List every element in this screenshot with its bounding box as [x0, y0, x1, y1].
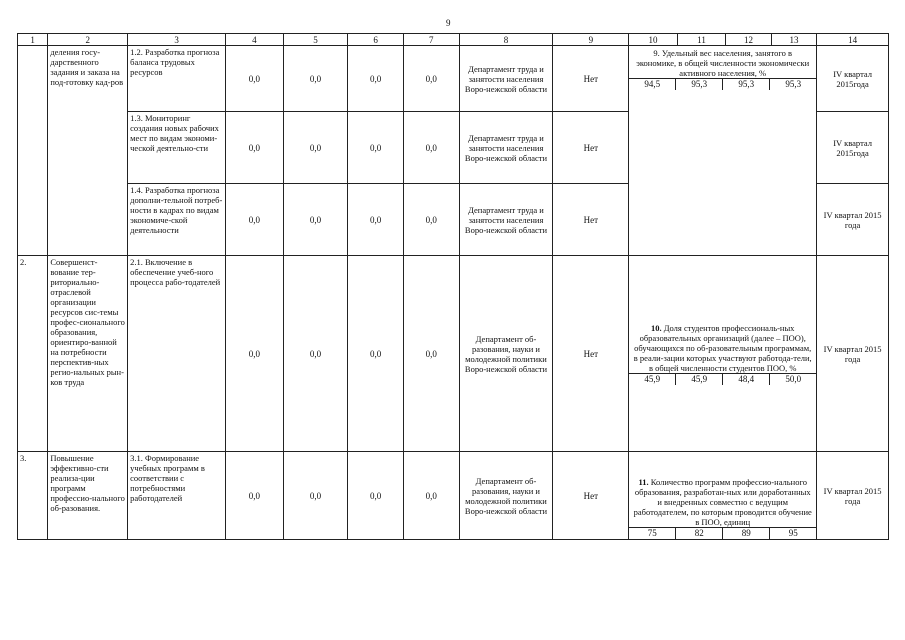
table-row	[18, 452, 889, 540]
row-number: 2.	[18, 256, 48, 452]
term-cell: IV квартал 2015года	[817, 112, 889, 184]
indicator-text: Количество программ профессио-нального образования, разработан-ных или доработанных и внедренных совместно с ведущим работодателем, по которым проводится обучение в ПОО, единиц	[633, 477, 812, 527]
indicator-values	[629, 527, 816, 539]
funding-cell: Нет	[553, 184, 629, 256]
term-cell: IV квартал 2015 года	[817, 452, 889, 540]
indicator-number: 11.	[638, 477, 649, 487]
indicator-title	[631, 46, 814, 78]
value-cell: 0,0	[226, 46, 284, 112]
indicator-number: 9.	[653, 48, 660, 58]
col-header: 3	[128, 34, 226, 46]
task-cell: Повышение эффективно-сти реализа-ции программ профессио-нального об-разования.	[48, 452, 128, 540]
value-cell: 0,0	[348, 256, 404, 452]
value-cell: 0,0	[226, 452, 284, 540]
value-cell: 0,0	[348, 46, 404, 112]
value-cell: 0,0	[403, 46, 459, 112]
executor-cell: Департамент труда и занятости населения Воро-нежской области	[459, 112, 553, 184]
value-cell: 0,0	[403, 184, 459, 256]
value-cell: 0,0	[283, 184, 348, 256]
measure-cell: 1.2. Разработка прогноза баланса трудовых ресурсов	[128, 46, 226, 112]
indicator-value: 95	[769, 528, 816, 539]
value-cell: 0,0	[283, 112, 348, 184]
measure-cell: 1.4. Разработка прогноза дополни-тельной потреб-ности в кадрах по видам экономиче-ской деятельности	[128, 184, 226, 256]
measure-cell: 1.3. Мониторинг создания новых рабочих мест по видам экономи-ческой деятельно-сти	[128, 112, 226, 184]
value-cell: 0,0	[283, 256, 348, 452]
indicator-value: 94,5	[644, 79, 661, 89]
indicator-value: 75	[647, 528, 657, 538]
value-cell: 0,0	[403, 112, 459, 184]
indicator-value: 95,3	[769, 79, 816, 90]
col-header: 10	[629, 34, 678, 46]
indicator-value: 95,3	[675, 79, 722, 90]
indicator-text: Удельный вес населения, занятого в экономике, в общей численности экономически активного населения, %	[636, 48, 810, 78]
executor-cell: Департамент труда и занятости населения Воро-нежской области	[459, 184, 553, 256]
program-table	[17, 33, 889, 540]
col-header: 6	[348, 34, 404, 46]
funding-cell: Нет	[553, 112, 629, 184]
value-cell: 0,0	[348, 184, 404, 256]
table-row	[18, 256, 889, 452]
funding-cell: Нет	[553, 256, 629, 452]
indicator-value: 89	[722, 528, 769, 539]
executor-cell: Департамент труда и занятости населения Воро-нежской области	[459, 46, 553, 112]
col-header: 1	[18, 34, 48, 46]
indicator-cell	[629, 46, 817, 256]
value-cell: 0,0	[348, 452, 404, 540]
value-cell: 0,0	[226, 112, 284, 184]
indicator-number: 10.	[651, 322, 662, 333]
indicator-title	[631, 323, 814, 373]
indicator-value: 82	[675, 528, 722, 539]
indicator-cell	[629, 452, 817, 540]
term-cell: IV квартал 2015 года	[817, 184, 889, 256]
table-row	[18, 46, 889, 112]
col-header: 12	[726, 34, 771, 46]
term-cell: IV квартал 2015года	[817, 46, 889, 112]
value-cell: 0,0	[283, 452, 348, 540]
value-cell: 0,0	[226, 184, 284, 256]
col-header: 11	[677, 34, 726, 46]
indicator-title	[631, 477, 814, 527]
indicator-cell	[629, 256, 817, 452]
indicator-value: 45,9	[644, 373, 661, 384]
executor-cell: Департамент об-разования, науки и молодежной политики Воро-нежской области	[459, 452, 553, 540]
col-header: 9	[553, 34, 629, 46]
col-header: 8	[459, 34, 553, 46]
term-cell: IV квартал 2015 года	[817, 256, 889, 452]
measure-cell: 3.1. Формирование учебных программ в соответствии с потребностями работодателей	[128, 452, 226, 540]
value-cell: 0,0	[403, 452, 459, 540]
measure-cell: 2.1. Включение в обеспечение учеб-ного процесса рабо-тодателей	[128, 256, 226, 452]
indicator-value: 45,9	[675, 374, 722, 385]
column-number-row	[18, 34, 889, 46]
col-header: 2	[48, 34, 128, 46]
col-header: 7	[403, 34, 459, 46]
row-number	[18, 46, 48, 256]
col-header: 13	[771, 34, 816, 46]
task-cell: деления госу-дарственного задания и заказа на под-готовку кад-ров	[48, 46, 128, 256]
col-header: 14	[817, 34, 889, 46]
row-number: 3.	[18, 452, 48, 540]
indicator-value: 48,4	[722, 374, 769, 385]
task-cell: Совершенст-вование тер-риториально-отраслевой организации ресурсов сис-темы профес-сионального образования, ориентиро-ванной на потребности перспектив-ных регио-нальных рын-ков труда	[48, 256, 128, 452]
value-cell: 0,0	[348, 112, 404, 184]
value-cell: 0,0	[283, 46, 348, 112]
indicator-value: 50,0	[769, 374, 816, 385]
value-cell: 0,0	[403, 256, 459, 452]
executor-cell: Департамент об-разования, науки и молодежной политики Воро-нежской области	[459, 256, 553, 452]
value-cell: 0,0	[226, 256, 284, 452]
indicator-values	[629, 78, 816, 90]
indicator-values	[629, 373, 816, 385]
indicator-text: Доля студентов профессиональ-ных образовательных организаций (далее – ПОО), обучающихся по об-разовательным программам, в реали-зации которых участвуют работода-тели, в общей численности студентов ПОО, %	[633, 322, 812, 373]
indicator-value: 95,3	[722, 79, 769, 90]
funding-cell: Нет	[553, 452, 629, 540]
page-number: 9	[446, 18, 451, 28]
col-header: 5	[283, 34, 348, 46]
funding-cell: Нет	[553, 46, 629, 112]
col-header: 4	[226, 34, 284, 46]
